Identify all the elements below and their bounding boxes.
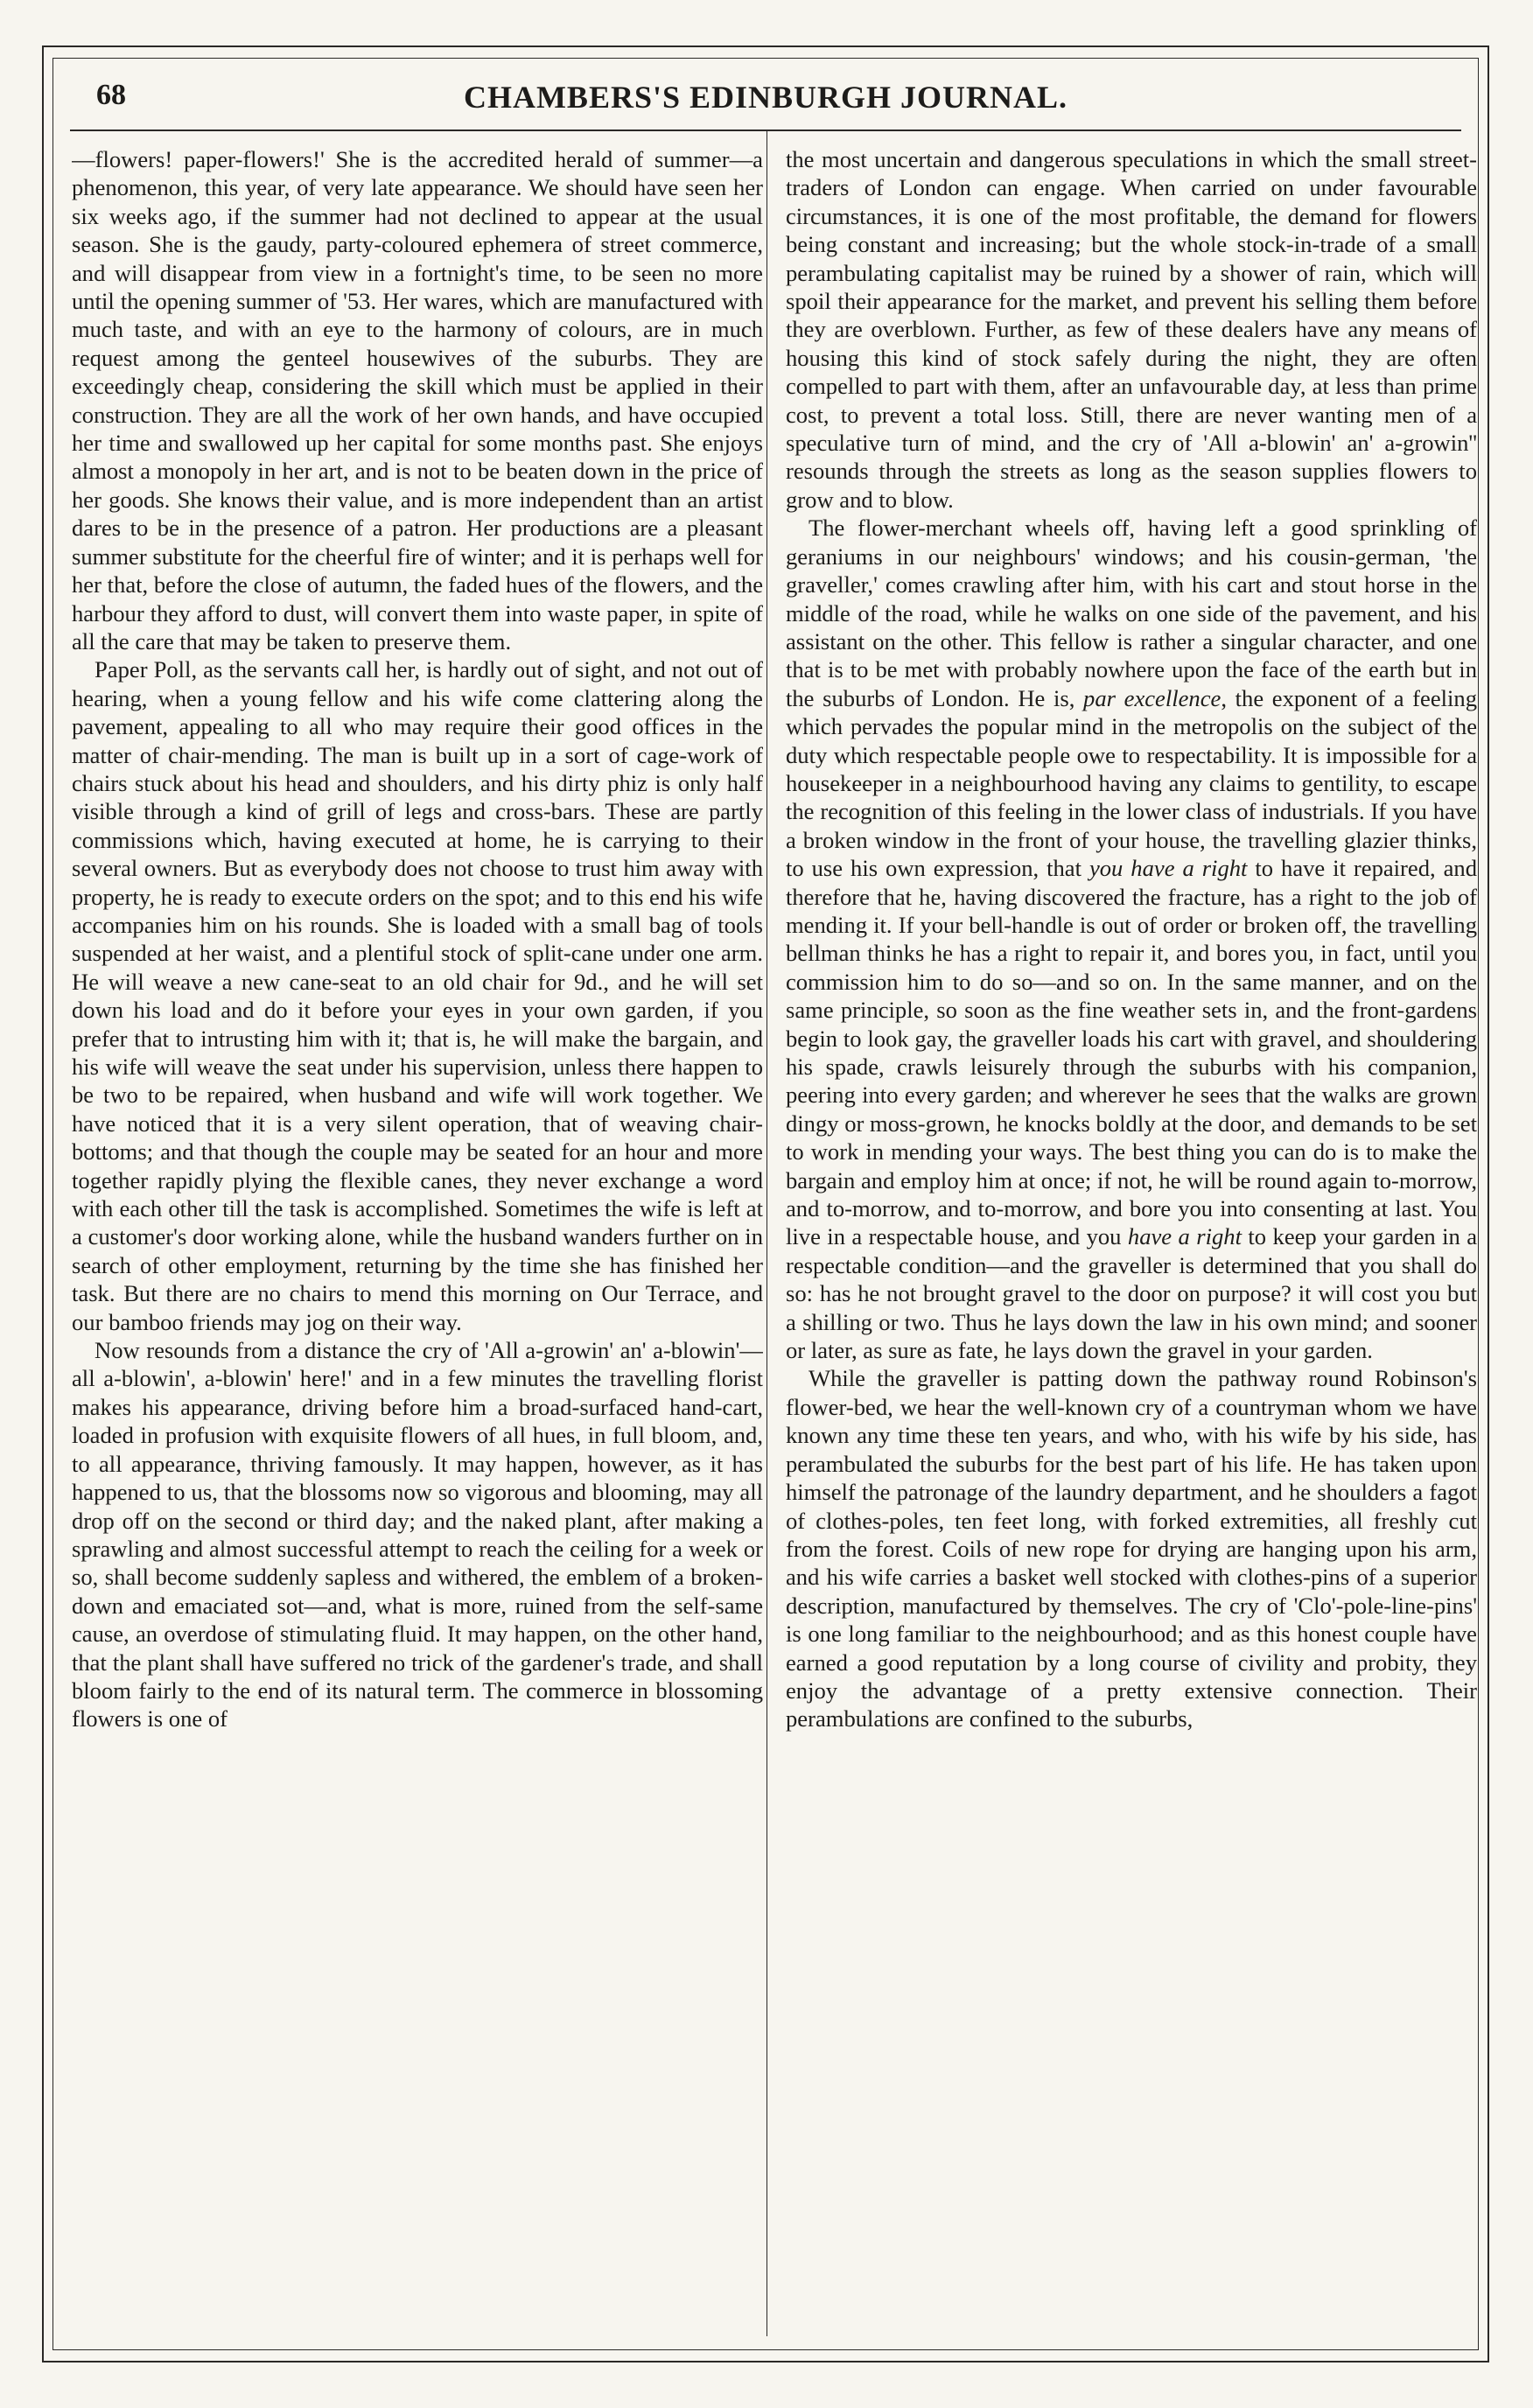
right-column — [786, 145, 1477, 2329]
graveller-text-c: to have it repaired, and therefore that he, having discovered the fracture, has a right to the job of mending it. If your bell-handle is out of order or broken off, the travelling bellman thinks he has a right to repair it, and bores you, in fact, until you commission him to do so—and so on. In the same manner, and on the same principle, so soon as the fine weather sets in, and the front-gardens begin to look gay, the graveller loads his cart with gravel, and shouldering his spade, crawls leisurely through the suburbs with his companion, peering into every garden; and wherever he sees that the walks are grown dingy or moss-grown, he knocks boldly at the door, and demands to be set to work in mending your ways. The best thing you can do is to make the bargain and employ him at once; if not, he will be round again to-morrow, and to-morrow, and to-morrow, and bore you into consenting at last. You live in a respectable house, and you — [786, 855, 1477, 1250]
emphasis-you-have-a-right: you have a right — [1088, 855, 1248, 882]
graveller-text-b: , the exponent of a feeling which pervades the popular mind in the metropolis on the subject of the duty which respectable people owe to respectability. It is impossible for a housekeeper in a neighbourhood having any claims to gentility, to escape the recognition of this feeling in the lower class of industrials. If you have a broken window in the front of your house, the travelling glazier thinks, to use his own expression, that — [786, 684, 1477, 882]
emphasis-par-excellence: par excellence — [1083, 684, 1222, 711]
paragraph-graveller — [786, 514, 1477, 1364]
paragraph-chair-mender: Paper Poll, as the servants call her, is hardly out of sight, and not out of hearing, when a young fellow and his wife come clattering along the pavement, appealing to all who may require their good offices in the matter of chair-mending. The man is built up in a sort of cage-work of chairs stuck about his head and shoulders, and his dirty phiz is only half visible through a kind of grill of legs and cross-bars. These are partly commissions which, having executed at home, he is carrying to their several owners. But as everybody does not choose to trust him away with property, he is ready to execute orders on the spot; and to this end his wife accompanies him on his rounds. She is loaded with a small bag of tools suspended at her waist, and a plentiful stock of split-cane under one arm. He will weave a new cane-seat to an old chair for 9d., and he will set down his load and do it before your eyes in your own garden, if you prefer that to intrusting him with it; that is, he will make the bargain, and his wife will weave the seat under his supervision, unless there happen to be two to be repaired, when husband and wife will work together. We have noticed that it is a very silent operation, that of weaving chair-bottoms; and that though the couple may be seated for an hour and more together rapidly plying the flexible canes, they never exchange a word with each other till the task is accomplished. Sometimes the wife is left at a customer's door working alone, while the husband wanders further on in search of other employment, returning by the time she has finished her task. But there are no chairs to mend this morning on Our Terrace, and our bamboo friends may jog on their way. — [72, 656, 763, 1335]
emphasis-have-a-right: have a right — [1127, 1223, 1242, 1250]
header-rule — [70, 130, 1461, 131]
left-column — [72, 145, 763, 2329]
page-number: 68 — [96, 79, 126, 111]
graveller-text-d: to keep your garden in a respectable condition—and the graveller is determined that you shall do so: has he not brought gravel to the door on purpose? it will cost you but a shilling or two. Thus he lays down the law in his own mind; and sooner or later, as sure as fate, he lays down the gravel in your garden. — [786, 1223, 1477, 1364]
column-divider — [766, 131, 767, 2336]
graveller-text-a: The flower-merchant wheels off, having left a good sprinkling of geraniums in our neighbours' windows; and his cousin-german, 'the graveller,' comes crawling after him, with his cart and stout horse in the middle of the road, while he walks on one side of the pavement, and his assistant on the other. This fellow is rather a singular character, and one that is to be met with probably nowhere upon the face of the earth but in the suburbs of London. He is, — [786, 514, 1477, 711]
paragraph-travelling-florist: Now resounds from a distance the cry of 'All a-growin' an' a-blowin'—all a-blowin', a-blowin' here!' and in a few minutes the travelling florist makes his appearance, driving before him a broad-surfaced hand-cart, loaded in profusion with exquisite flowers of all hues, in full bloom, and, to all appearance, thriving famously. It may happen, however, as it has happened to us, that the blossoms now so vigorous and blooming, may all drop off on the second or third day; and the naked plant, after making a sprawling and almost successful attempt to reach the ceiling for a week or so, shall become suddenly sapless and withered, the emblem of a broken-down and emaciated sot—and, what is more, ruined from the self-same cause, an overdose of stimulating fluid. It may happen, on the other hand, that the plant shall have suffered no trick of the gardener's trade, and shall bloom fairly to the end of its natural term. The commerce in blossoming flowers is one of — [72, 1337, 763, 1732]
running-header — [70, 74, 1461, 124]
journal-title: CHAMBERS'S EDINBURGH JOURNAL. — [463, 80, 1068, 115]
paragraph-paper-flowers: —flowers! paper-flowers!' She is the accredited herald of summer—a phenomenon, this year, of very late appearance. We should have seen her six weeks ago, if the summer had not declined to appear at the usual season. She is the gaudy, party-coloured ephemera of street commerce, and will disappear from view in a fortnight's time, to be seen no more until the opening summer of '53. Her wares, which are manufactured with much taste, and with an eye to the harmony of colours, are in much request among the genteel housewives of the suburbs. They are exceedingly cheap, considering the skill which must be applied in their construction. They are all the work of her own hands, and have occupied her time and swallowed up her capital for some months past. She enjoys almost a monopoly in her art, and is not to be beaten down in the price of her goods. She knows their value, and is more independent than an artist dares to be in the presence of a patron. Her productions are a pleasant summer substitute for the cheerful fire of winter; and it is perhaps well for her that, before the close of autumn, the faded hues of the flowers, and the harbour they afford to dust, will convert them into waste paper, in spite of all the care that may be taken to preserve them. — [72, 146, 763, 654]
paragraph-flower-speculation: the most uncertain and dangerous speculations in which the small street-traders of London can engage. When carried on under favourable circumstances, it is one of the most profitable, the demand for flowers being constant and increasing; but the whole stock-in-trade of a small perambulating capitalist may be ruined by a shower of rain, which will spoil their appearance for the market, and prevent his selling them before they are overblown. Further, as few of these dealers have any means of housing this kind of stock safely during the night, they are often compelled to part with them, after an unfavourable day, at less than prime cost, to prevent a total loss. Still, there are never wanting men of a speculative turn of mind, and the cry of 'All a-blowin' an' a-growin'' resounds through the streets as long as the season supplies flowers to grow and to blow. — [786, 146, 1477, 513]
paragraph-clothes-poles: While the graveller is patting down the pathway round Robinson's flower-bed, we hear the well-known cry of a countryman whom we have known any time these ten years, and who, with his wife by his side, has perambulated the suburbs for the best part of his life. He has taken upon himself the patronage of the laundry department, and he shoulders a fagot of clothes-poles, ten feet long, with forked extremities, all freshly cut from the forest. Coils of new rope for drying are hanging upon his arm, and his wife carries a basket well stocked with clothes-pins of a superior description, manufactured by themselves. The cry of 'Clo'-pole-line-pins' is one long familiar to the neighbourhood; and as this honest couple have earned a good reputation by a long course of civility and probity, they enjoy the advantage of a pretty extensive connection. Their perambulations are confined to the suburbs, — [786, 1365, 1477, 1732]
